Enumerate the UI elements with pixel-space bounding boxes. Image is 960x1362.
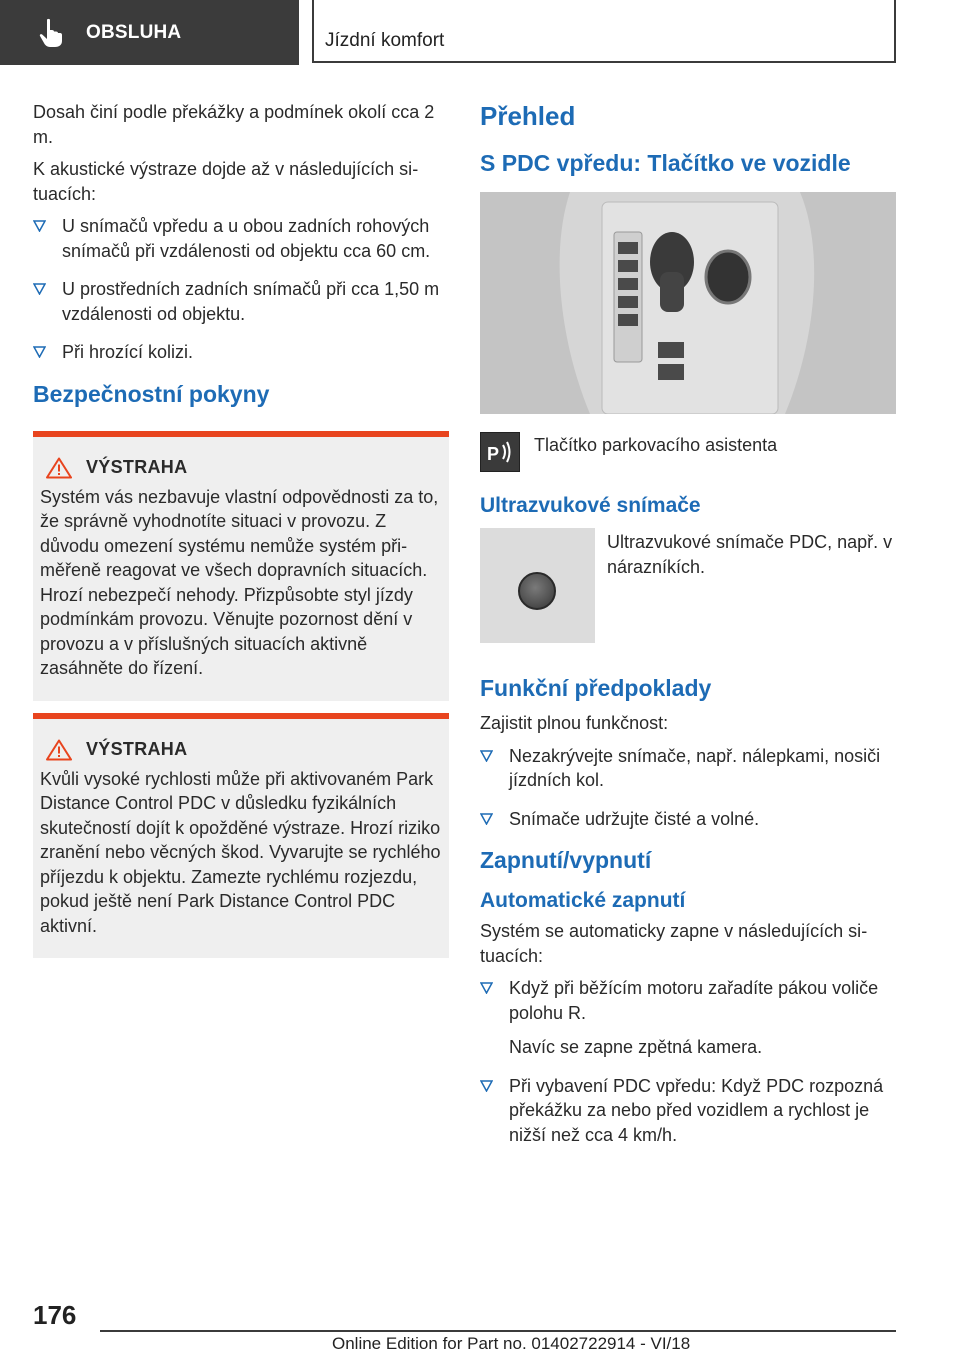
center-console-photo — [480, 192, 896, 414]
bullet-triangle-icon — [480, 813, 493, 825]
page-number: 176 — [33, 1300, 77, 1330]
right-column — [480, 100, 896, 1161]
chapter-tab — [312, 0, 896, 63]
list-item: Při hrozící kolizi. — [33, 340, 449, 365]
acoustic-intro: K akustické výstraze dojde až v následujících situacích: — [33, 159, 419, 204]
sensor-row — [480, 528, 896, 643]
auto-intro: Systém se automaticky zapne v následujících situacích: — [480, 921, 868, 966]
warning-text: Kvůli vysoké rychlosti může při aktivovaném Park Distance Control PDC v důsledku fyzikálních skutečností dojít k opožděné výstraze. Hrozí riziko zranění nebo věcných škod. Vyvarujte se rychlého příjezdu k objektu. Zamezte rychlému rozjezdu, pokud ještě není Park Distance Control PDC aktivní. — [40, 768, 441, 936]
acoustic-list — [33, 214, 449, 365]
prereq-intro: Zajistit plnou funkčnost: — [480, 713, 669, 733]
warning-triangle-icon — [46, 457, 72, 479]
left-column — [33, 100, 449, 958]
svg-text:P: P — [487, 444, 500, 464]
bullet-triangle-icon — [33, 346, 46, 358]
bullet-triangle-icon — [480, 1080, 493, 1092]
list-item: U snímačů vpředu a u obou zadních rohových snímačů při vzdálenosti od objektu cca 60 cm. — [33, 214, 449, 263]
sensors-text: Ultrazvukové snímače PDC, např. v nárazníkích. — [607, 532, 893, 577]
hand-pointer-icon — [38, 18, 64, 48]
section-tab — [0, 0, 299, 65]
auto-list — [480, 976, 896, 1147]
parking-assist-icon — [480, 432, 520, 472]
warning-box — [33, 713, 449, 959]
warning-title: VÝSTRAHA — [86, 739, 188, 759]
bullet-triangle-icon — [33, 283, 46, 295]
warning-box — [33, 431, 449, 701]
safety-heading: Bezpečnostní pokyny — [33, 380, 270, 407]
list-item: Snímače udržujte čisté a volné. — [480, 807, 896, 832]
caption-text: Tlačítko parkovacího asistenta — [534, 435, 778, 455]
button-caption — [480, 432, 896, 472]
edition-text: Online Edition for Part no. 01402722914 - VI/18 — [332, 1334, 691, 1353]
list-item: Nezakrývejte snímače, např. nálepkami, nosiči jízdních kol. — [480, 744, 896, 793]
sensors-heading: Ultrazvukové snímače — [480, 494, 701, 517]
footer-rule — [100, 1330, 896, 1332]
section-label: OBSLUHA — [86, 21, 182, 43]
onoff-heading: Zapnutí/vypnutí — [480, 847, 652, 873]
bullet-triangle-icon — [480, 750, 493, 762]
ultrasonic-sensor-image — [480, 528, 595, 643]
auto-heading: Automatické zapnutí — [480, 889, 686, 912]
range-paragraph: Dosah činí podle překážky a podmínek okolí cca 2 m. — [33, 102, 435, 147]
warning-triangle-icon — [46, 739, 72, 761]
bullet-triangle-icon — [33, 220, 46, 232]
console-illustration — [480, 192, 896, 414]
warning-text: Systém vás nezbavuje vlastní odpovědnosti za to, že správně vyhodnotíte situaci v provozu. Z důvodu omezení systému nemůže systém přiměřeně reagovat ve všech dopravních situacích. Hrozí nebezpečí nehody. Přizpůsobte styl jízdy podmínkám provozu. Věnujte pozornost dění v provozu a v příslušných situacích aktivně zasáhněte do řízení. — [40, 486, 439, 678]
camera-note: Navíc se zapne zpětná kamera. — [509, 1037, 763, 1057]
list-item: Při vybavení PDC vpředu: Když PDC rozpozná překážku za nebo před vozidlem a rychlost je nižší než cca 4 km/h. — [480, 1074, 896, 1148]
overview-heading: Přehled — [480, 101, 576, 131]
list-item: Když při běžícím motoru zařadíte pákou voliče polohu R. Navíc se zapne zpětná kamera. — [480, 976, 896, 1060]
warning-title: VÝSTRAHA — [86, 457, 188, 477]
prereq-heading: Funkční předpoklady — [480, 675, 712, 701]
prereq-list — [480, 744, 896, 832]
pdc-heading: S PDC vpředu: Tlačítko ve vozidle — [480, 150, 851, 176]
bullet-triangle-icon — [480, 982, 493, 994]
chapter-label: Jízdní komfort — [325, 30, 445, 51]
list-item: U prostředních zadních snímačů při cca 1,50 m vzdálenosti od objektu. — [33, 277, 449, 326]
